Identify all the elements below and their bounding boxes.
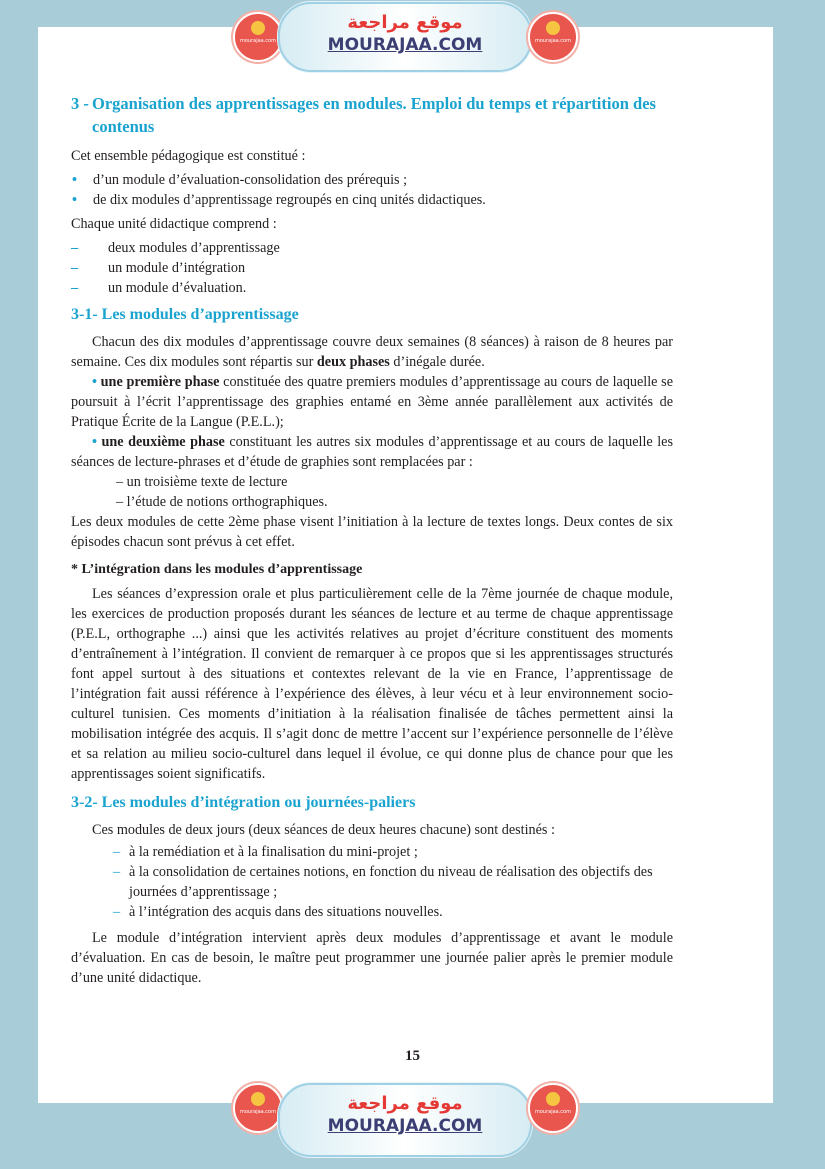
site-name-arabic: موقع مراجعة bbox=[347, 12, 463, 33]
list-item: – deux modules d’apprentissage bbox=[71, 240, 280, 256]
site-name-arabic: موقع مراجعة bbox=[347, 1093, 463, 1114]
bullet-icon: • bbox=[92, 434, 102, 450]
list-item: – à la consolidation de certaines notions, en fonction du niveau de réalisation des objectifs des journées d’apprentissage ; bbox=[113, 864, 653, 900]
phase-2-paragraph: • une deuxième phase constituant les autres six modules d’apprentissage et au cours de laquelle les séances de lecture-phrases et d’étude de graphies sont remplacées par : bbox=[71, 434, 674, 470]
footer-banner[interactable] bbox=[278, 1083, 532, 1157]
paragraph: Chacun des dix modules d’apprentissage couvre deux semaines (8 séances) à raison de 8 heures par semaine. Ces dix modules sont répartis sur deux phases d’inégale durée. bbox=[71, 334, 673, 370]
logo-icon bbox=[251, 1092, 265, 1106]
section-intro: Cet ensemble pédagogique est constitué : bbox=[71, 148, 306, 164]
section-intro: Ces modules de deux jours (deux séances de deux heures chacune) sont destinés : bbox=[92, 822, 555, 838]
dash-icon: – bbox=[113, 844, 121, 860]
list-item: – à la remédiation et à la finalisation du mini-projet ; bbox=[113, 844, 418, 860]
phase-2-list bbox=[71, 472, 673, 512]
dash-icon: – bbox=[113, 904, 121, 920]
objectives-list bbox=[71, 842, 673, 922]
dash-icon: – bbox=[71, 280, 79, 296]
logo-badge-left bbox=[233, 1083, 283, 1133]
bullet-icon: • bbox=[92, 374, 101, 390]
page-number: 15 bbox=[405, 1048, 420, 1064]
list-item: – un troisième texte de lecture bbox=[116, 474, 288, 490]
bullet-icon: • bbox=[72, 192, 77, 208]
logo-icon bbox=[546, 1092, 560, 1106]
integration-paragraph: Les séances d’expression orale et plus particulièrement celle de la 7ème journée de chaque module, les exercices de production proposés durant les séances de lecture et au terme de chaque apprentissage (P.E.L, orthographe ...) ainsi que les activités relatives au projet d’écriture constituent des moments d’entraînement à l’intégration. Il convient de remarquer à ce propos que si les apprentissages structurés font appel surtout à des situations et contextes relevant de la vie en France, l’apprentissage de l’intégration fait aussi référence à l’expérience des élèves, à leur vécu et à leur environnement socio-culturel tunisien. Ces moments d’initiation à la réalisation finalisée de tâches permettent ainsi la mobilisation intégrée des acquis. Il s’agit donc de mettre l’accent sur l’expérience personnelle de l’élève et sa relation au milieu socio-culturel dans lequel il évolue, ce qui donne plus de chance pour que les apprentissages soient significatifs. bbox=[71, 586, 673, 782]
section-title: Organisation des apprentissages en modules. Emploi du temps et répartition des contenus bbox=[92, 94, 656, 136]
list-item: – l’étude de notions orthographiques. bbox=[116, 494, 328, 510]
section-number: 3 - bbox=[71, 94, 89, 113]
badge-text: mourajaa.com bbox=[534, 38, 571, 44]
section-3-2-heading: 3-2- Les modules d’intégration ou journées-paliers bbox=[71, 794, 416, 811]
logo-badge-right bbox=[528, 1083, 578, 1133]
dash-icon: – bbox=[71, 240, 79, 256]
bullet-icon: • bbox=[72, 172, 77, 188]
badge-text: mourajaa.com bbox=[239, 1109, 276, 1115]
dash-icon: – bbox=[71, 260, 79, 276]
header-banner[interactable] bbox=[278, 2, 532, 72]
bullet-list bbox=[71, 170, 673, 210]
list-item: – un module d’évaluation. bbox=[71, 280, 247, 296]
badge-text: mourajaa.com bbox=[239, 38, 276, 44]
section-3-1-heading: 3-1- Les modules d’apprentissage bbox=[71, 306, 299, 323]
section-3-heading bbox=[71, 92, 673, 138]
list-item: – à l’intégration des acquis dans des situations nouvelles. bbox=[113, 904, 443, 920]
paragraph: Les deux modules de cette 2ème phase visent l’initiation à la lecture de textes longs. Deux contes de six épisodes chacun sont prévus à cet effet. bbox=[71, 514, 673, 550]
logo-badge-right bbox=[528, 12, 578, 62]
document-content bbox=[71, 92, 673, 988]
unit-list bbox=[71, 238, 673, 298]
integration-heading: * L’intégration dans les modules d’apprentissage bbox=[71, 562, 363, 577]
unit-intro: Chaque unité didactique comprend : bbox=[71, 216, 277, 232]
site-name-latin[interactable]: MOURAJAA.COM bbox=[327, 1116, 483, 1136]
logo-badge-left bbox=[233, 12, 283, 62]
dash-icon: – bbox=[113, 864, 121, 880]
badge-text: mourajaa.com bbox=[534, 1109, 571, 1115]
list-item: • de dix modules d’apprentissage regroupés en cinq unités didactiques. bbox=[72, 192, 486, 208]
list-item: – un module d’intégration bbox=[71, 260, 246, 276]
phase-1-paragraph: • une première phase constituée des quatre premiers modules d’apprentissage au cours de laquelle se poursuit à l’écrit l’apprentissage des graphies entamé en 3ème année parallèlement aux activités de Pratique Écrite de la Langue (P.E.L.); bbox=[71, 374, 673, 430]
site-name-latin[interactable]: MOURAJAA.COM bbox=[327, 35, 483, 55]
list-item: • d’un module d’évaluation-consolidation des prérequis ; bbox=[72, 172, 408, 188]
logo-icon bbox=[546, 21, 560, 35]
logo-icon bbox=[251, 21, 265, 35]
closing-paragraph: Le module d’intégration intervient après deux modules d’apprentissage et avant le module d’évaluation. En cas de besoin, le maître peut programmer une journée palier après le premier module d’une unité didactique. bbox=[71, 930, 673, 986]
